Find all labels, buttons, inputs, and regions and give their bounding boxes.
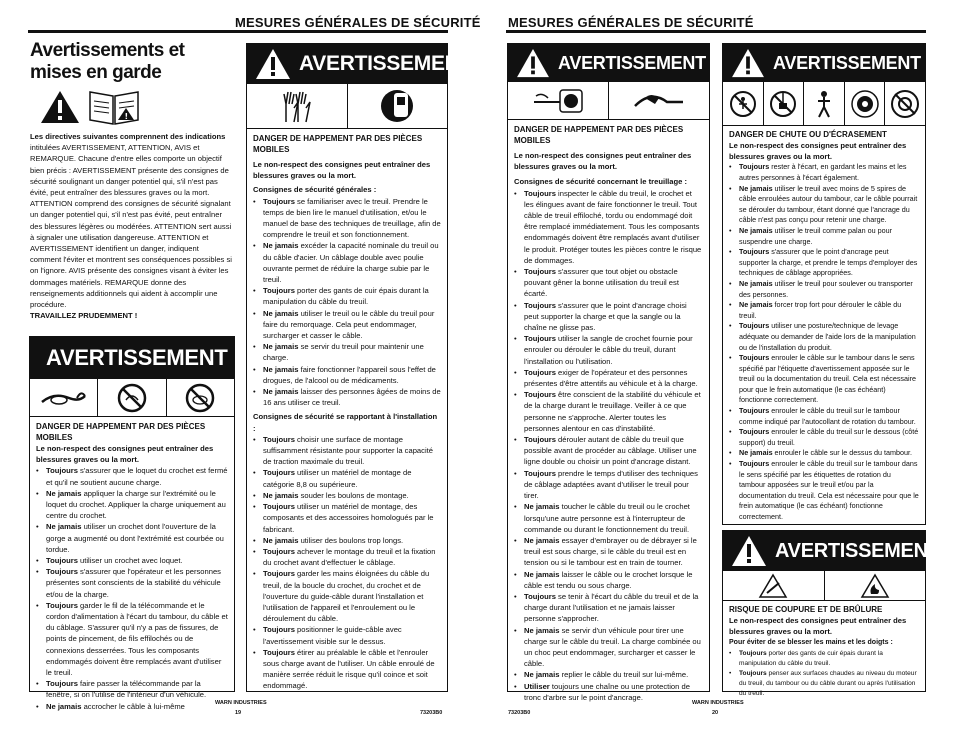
warning-header — [30, 337, 234, 379]
list-item: • Toujours porter des gants de cuir épais durant la manipulation du câble du treuil. — [253, 285, 441, 307]
no-hook-tip-icon — [98, 379, 166, 416]
warning-consequence: Le non-respect des consignes peut entraîner des blessures graves ou la mort. — [36, 444, 214, 465]
pictogram-row — [30, 379, 234, 417]
footer-page-right: 20 — [712, 710, 719, 716]
warning-header — [508, 44, 709, 82]
list-item: • Ne jamais faire fonctionner l'appareil sous l'effet de drogues, de l'alcool ou de médicaments. — [253, 364, 441, 386]
warning-header — [247, 44, 473, 84]
burn-hazard-icon — [825, 571, 926, 600]
warning-title: DANGER DE HAPPEMENT PAR DES PIÈCES MOBILES — [253, 134, 423, 154]
list-item: • Utiliser toujours une chaîne ou une protection de tronc d'arbre sur le point d'ancrage. — [514, 681, 703, 703]
intro-body: intitulées AVERTISSEMENT, ATTENTION, AVIS et REMARQUE. Chacune d'entre elles comporte un objectif bien précis : AVERTISSEMENT présente des consignes de sécurité soulignant un danger potentiel qui, s'il n'est pas évité, peut entraîner des blessures graves ou la mort. ATTENTION comprend des consignes de sécurité signalant un danger potentiel qui, s'il n'est pas évité, peut entraîner des blessures légères ou modérées. ATTENTION sert aussi à signaler une utilisation dangereuse. ATTENTION et AVERTISSEMENT identifient un danger, indiquent comment l'éviter et montrent ses conséquences possibles si on l'ignore. AVIS présente des consignes visant à éviter les dommages matériels. REMARQUE donne des renseignements additionnels qui aident à accomplir une procédure. — [30, 143, 232, 310]
pictogram-row — [723, 82, 925, 126]
pictogram-row — [508, 82, 709, 120]
pictogram-row — [723, 571, 925, 601]
list-item: • Toujours s'assurer que le point d'ancrage choisi peut supporter la charge et que la sangle ou la chaîne ne glisse pas. — [514, 300, 703, 334]
list-item: • Ne jamais utiliser un crochet dont l'ouverture de la gorge a augmenté ou dont l'extrémité est courbée ou tordue. — [36, 521, 228, 555]
list-item: • Toujours utiliser un matériel de montage de catégorie 8,8 ou supérieure. — [253, 467, 441, 489]
list-item: • Ne jamais essayer d'embrayer ou de débrayer si le treuil est sous charge, si le câble du treuil est en tension ou si le tambour est en train de tourner. — [514, 535, 703, 569]
list-item: • Toujours utiliser la sangle de crochet fournie pour enrouler ou dérouler le câble du treuil, durant l'installation ou l'utilisation. — [514, 333, 703, 367]
list-item: • Toujours faire passer la télécommande par la fenêtre, si on l'utilise de l'intérieur d'un véhicule. — [36, 678, 228, 700]
list-item: • Ne jamais appliquer la charge sur l'extrémité ou le loquet du crochet. Appliquer la charge uniquement au centre du crochet. — [36, 488, 228, 522]
list-item: • Toujours inspecter le câble du treuil, le crochet et les élingues avant de faire fonctionner le treuil. Tout câble de treuil effiloché, tordu ou endommagé doit être remplacé immédiatement. Tous les composants endommagés doivent être remplacés avant d'utiliser le produit. Protéger toutes les pièces contre le risque de dommages. — [514, 188, 703, 266]
warning-title: DANGER DE CHUTE OU D'ÉCRASEMENT — [729, 130, 887, 139]
warning-list — [36, 465, 228, 711]
list-item: • Ne jamais toucher le câble du treuil ou le crochet lorsqu'une autre personne est à l'interrupteur de commande ou durant le fonctionnement du treuil. — [514, 501, 703, 535]
no-person-load-icon — [723, 82, 764, 125]
warning-list — [514, 188, 703, 703]
svg-text:!: ! — [124, 112, 129, 121]
header-rule-right — [506, 30, 926, 33]
warning-consequence: Le non-respect des consignes peut entraîner des blessures graves ou la mort. — [514, 151, 692, 172]
list-item: • Toujours prendre le temps d'utiliser des techniques de câblage adaptées avant d'utiliser le treuil pour tirer. — [514, 468, 703, 502]
drum-wraps-icon — [845, 82, 886, 125]
intro-text — [30, 131, 232, 321]
list-item: • Toujours garder les mains éloignées du câble du treuil, de la boucle du crochet, du crochet et de l'ouverture du guide-câble durant l'installation et l'utilisation de l'appareil et l'enroulement ou le déroulement du câble. — [253, 568, 441, 624]
drum-rotation-icon — [885, 82, 925, 125]
list-title: Pour éviter de se blesser les mains et les doigts : — [729, 639, 893, 647]
list-item: • Toujours se tenir à l'écart du câble du treuil et de la charge durant l'utilisation et ne jamais laisser personne s'approcher. — [514, 591, 703, 625]
list-item: • Ne jamais excéder la capacité nominale du treuil ou du câble d'acier. Un câblage double avec poulie ouvrante permet de réduire la charge subie par le treuil. — [253, 240, 441, 285]
list-item: • Toujours s'assurer que le point d'ancrage peut supporter la charge, et prendre le temps d'employer des techniques de câblage appropriées. — [729, 247, 919, 279]
list-item: • Toujours s'assurer que l'opérateur et les personnes présentes sont conscients de la stabilité du véhicule et/ou de la charge. — [36, 566, 228, 600]
warning-symbol-icon — [40, 90, 80, 129]
intro-end: TRAVAILLEZ PRUDEMMENT ! — [30, 311, 138, 321]
general-list — [253, 196, 441, 409]
footer-code-left: 73203B0 — [420, 710, 443, 716]
warning-triangle-icon — [255, 48, 291, 80]
cut-hazard-icon — [723, 571, 825, 600]
list-item: • Ne jamais laisser le câble ou le crochet lorsque le câble est tendu ou sous charge. — [514, 569, 703, 591]
list-item: • Toujours utiliser un matériel de montage, des composants et des accessoires homologués par le fabricant. — [253, 501, 441, 535]
pictogram-row — [247, 84, 447, 129]
list-item: • Ne jamais replier le câble du treuil sur lui-même. — [514, 669, 703, 680]
warning-triangle-icon — [731, 535, 767, 567]
warning-consequence: Le non-respect des consignes peut entraîner des blessures graves ou la mort. — [729, 141, 907, 162]
list-item: • Toujours porter des gants de cuir épais durant la manipulation du câble du treuil. — [729, 649, 919, 669]
list-item: • Ne jamais utiliser le treuil comme palan ou pour suspendre une charge. — [729, 226, 919, 247]
gloves-icon — [247, 84, 348, 128]
warning-box-hook — [29, 336, 235, 711]
list-item: • Toujours utiliser une posture/technique de levage adéquate ou demander de l'aide lors de la manipulation ou de l'installation du produit. — [729, 321, 919, 353]
list-item: • Toujours choisir une surface de montage suffisamment résistante pour supporter la capacité de traction maximale du treuil. — [253, 434, 441, 468]
person-lifting-icon — [804, 82, 845, 125]
list-item: • Toujours exiger de l'opérateur et des personnes présentes d'être attentifs au véhicule et à la charge. — [514, 367, 703, 389]
hand-cable-icon — [609, 82, 709, 119]
list-item: • Toujours enrouler le câble du treuil sur le tambour comme indiqué par l'autocollant de rotation du tambour. — [729, 406, 919, 427]
list-item: • Ne jamais accrocher le câble à lui-même — [36, 701, 228, 712]
warning-word: AVERTISSEMENT — [46, 345, 228, 370]
warning-title: DANGER DE HAPPEMENT PAR DES PIÈCES MOBILES — [514, 125, 684, 145]
warning-box-moving-parts-right — [507, 43, 710, 702]
warning-triangle-icon — [731, 48, 765, 78]
list-item: • Toujours s'assurer que tout objet ou obstacle pouvant gêner la bonne utilisation du treuil est écarté. — [514, 266, 703, 300]
list-item: • Toujours achever le montage du treuil et la fixation du crochet avant d'effectuer le câblage. — [253, 546, 441, 568]
list-item: • Toujours penser aux surfaces chaudes au niveau du moteur du treuil, du tambour ou du câble durant ou après l'utilisation du treuil. — [729, 669, 919, 699]
manual-read-icon — [88, 86, 140, 131]
warning-header — [723, 531, 940, 571]
warning-consequence: Le non-respect des consignes peut entraîner des blessures graves ou la mort. — [253, 160, 431, 181]
no-hoist-icon — [764, 82, 805, 125]
footer-page-left: 19 — [235, 710, 242, 716]
list-title: Consignes de sécurité concernant le treuillage : — [514, 177, 688, 187]
list-item: • Toujours être conscient de la stabilité du véhicule et de la charge durant le treuillage. Veiller à ce que personne ne s'approche. Alerter toutes les personnes alentour en cas d'instabilité. — [514, 389, 703, 434]
list-item: • Toujours positionner le guide-câble avec l'avertissement visible sur le dessus. — [253, 624, 441, 646]
list-item: • Toujours enrouler le câble du treuil sur le tambour dans le sens spécifié par les étiquettes de rotation du tambour apposées sur le treuil et/ou par la documentation du treuil. Cela est nécessaire pour que le frein automatique (le cas échéant) fonctionne correctement. — [729, 459, 919, 523]
list-item: • Toujours rester à l'écart, en gardant les mains et les autres personnes à l'écart également. — [729, 162, 919, 183]
list-item: • Toujours enrouler le câble sur le tambour dans le sens spécifié par l'étiquette d'avertissement apposée sur le treuil ou la documentation du treuil. Cela est nécessaire pour que le frein automatique (le cas échéant) fonctionne correctement. — [729, 353, 919, 406]
list-item: • Ne jamais utiliser le treuil pour soulever ou transporter des personnes. — [729, 279, 919, 300]
footer-brand-left: WARN INDUSTRIES — [215, 700, 267, 706]
warning-word: AVERTISSEMENT — [773, 52, 921, 73]
warning-title: DANGER DE HAPPEMENT PAR DES PIÈCES MOBILES — [36, 422, 206, 442]
warning-list — [729, 162, 919, 522]
hand-in-drum-icon — [508, 82, 609, 119]
hook-hand-icon — [30, 379, 98, 416]
warning-word: AVERTISSEMENT — [558, 52, 706, 73]
warning-box-cut-burn — [722, 530, 940, 697]
list-item: • Ne jamais forcer trop fort pour dérouler le câble du treuil. — [729, 300, 919, 321]
list-item: • Toujours dérouler autant de câble du treuil que possible avant de procéder au câblage. Utiliser une ligne double ou choisir un point d'ancrage distant. — [514, 434, 703, 468]
list-item: • Ne jamais se servir du treuil pour maintenir une charge. — [253, 341, 441, 363]
list-item: • Toujours étirer au préalable le câble et l'enrouler sous charge avant de l'utiliser. Un câble enroulé de manière serrée réduit le risque qu'il coince et soit endommagé. — [253, 647, 441, 692]
page-header-left: MESURES GÉNÉRALES DE SÉCURITÉ — [235, 15, 481, 30]
warning-word: AVERTISSEMENT — [775, 539, 940, 562]
list-item: • Toujours garder le fil de la télécommande et le cordon d'alimentation à l'écart du tambour, du câble et du câblage. S'assurer qu'il n'y a pas de fissures, de points de pincement, de fils effilochés ou de connexions desserrées. Tous les composants endommagés doivent être remplacés avant d'utiliser le treuil. — [36, 600, 228, 678]
install-title: Consignes de sécurité se rapportant à l'installation : — [253, 412, 438, 433]
list-item: • Ne jamais utiliser le treuil avec moins de 5 spires de câble enroulées autour du tambour, car le câble pourrait se dérouler du tambour, étant donné que l'ancrage du câble n'est pas conçu pour retenir une charge. — [729, 184, 919, 226]
page-title: Avertissements et mises en garde — [30, 40, 185, 83]
list-item: • Ne jamais utiliser le treuil ou le câble du treuil pour faire du remorquage. Cela peut endommager, surcharger et casser le câble. — [253, 308, 441, 342]
warning-list — [729, 649, 919, 699]
general-title: Consignes de sécurité générales : — [253, 185, 377, 195]
list-item: • Ne jamais laisser des personnes âgées de moins de 16 ans utiliser ce treuil. — [253, 386, 441, 408]
no-cable-loop-icon — [167, 379, 234, 416]
header-rule-left — [28, 30, 448, 33]
footer-brand-right: WARN INDUSTRIES — [692, 700, 744, 706]
warning-title: RISQUE DE COUPURE ET DE BRÛLURE — [729, 605, 883, 614]
page-header-right: MESURES GÉNÉRALES DE SÉCURITÉ — [508, 15, 754, 30]
intro-bold: Les directives suivantes comprennent des indications — [30, 132, 226, 141]
list-item: • Toujours utiliser un crochet avec loquet. — [36, 555, 228, 566]
warning-box-moving-parts-left — [246, 43, 473, 692]
list-item: • Ne jamais enrouler le câble sur le dessus du tambour. — [729, 448, 919, 459]
list-item: • Ne jamais se servir d'un véhicule pour tirer une charge sur le câble du treuil. La charge combinée ou un choc peut endommager, surcharger et casser le câble. — [514, 625, 703, 670]
warning-word: AVERTISSEMENT — [299, 52, 473, 75]
list-item: • Ne jamais souder les boulons de montage. — [253, 490, 441, 501]
list-item: • Toujours enrouler le câble du treuil sur le dessous (côté support) du treuil. — [729, 427, 919, 448]
warning-box-fall-crush — [722, 43, 926, 525]
warning-triangle-icon — [516, 48, 550, 78]
install-list — [253, 434, 441, 692]
footer-code-right: 73203B0 — [508, 710, 531, 716]
list-item: • Ne jamais utiliser des boulons trop longs. — [253, 535, 441, 546]
list-item: • Toujours se familiariser avec le treuil. Prendre le temps de bien lire le manuel d'utilisation, et/ou le manuel de base des techniques de treuillage, afin de comprendre le treuil et son fonctionnement. — [253, 196, 441, 241]
list-item: • Toujours s'assurer que le loquet du crochet est fermé et qu'il ne soutient aucune charge. — [36, 465, 228, 487]
warning-header — [723, 44, 925, 82]
face-shield-icon — [348, 84, 448, 128]
warning-consequence: Le non-respect des consignes peut entraîner des blessures graves ou la mort. — [729, 616, 907, 637]
